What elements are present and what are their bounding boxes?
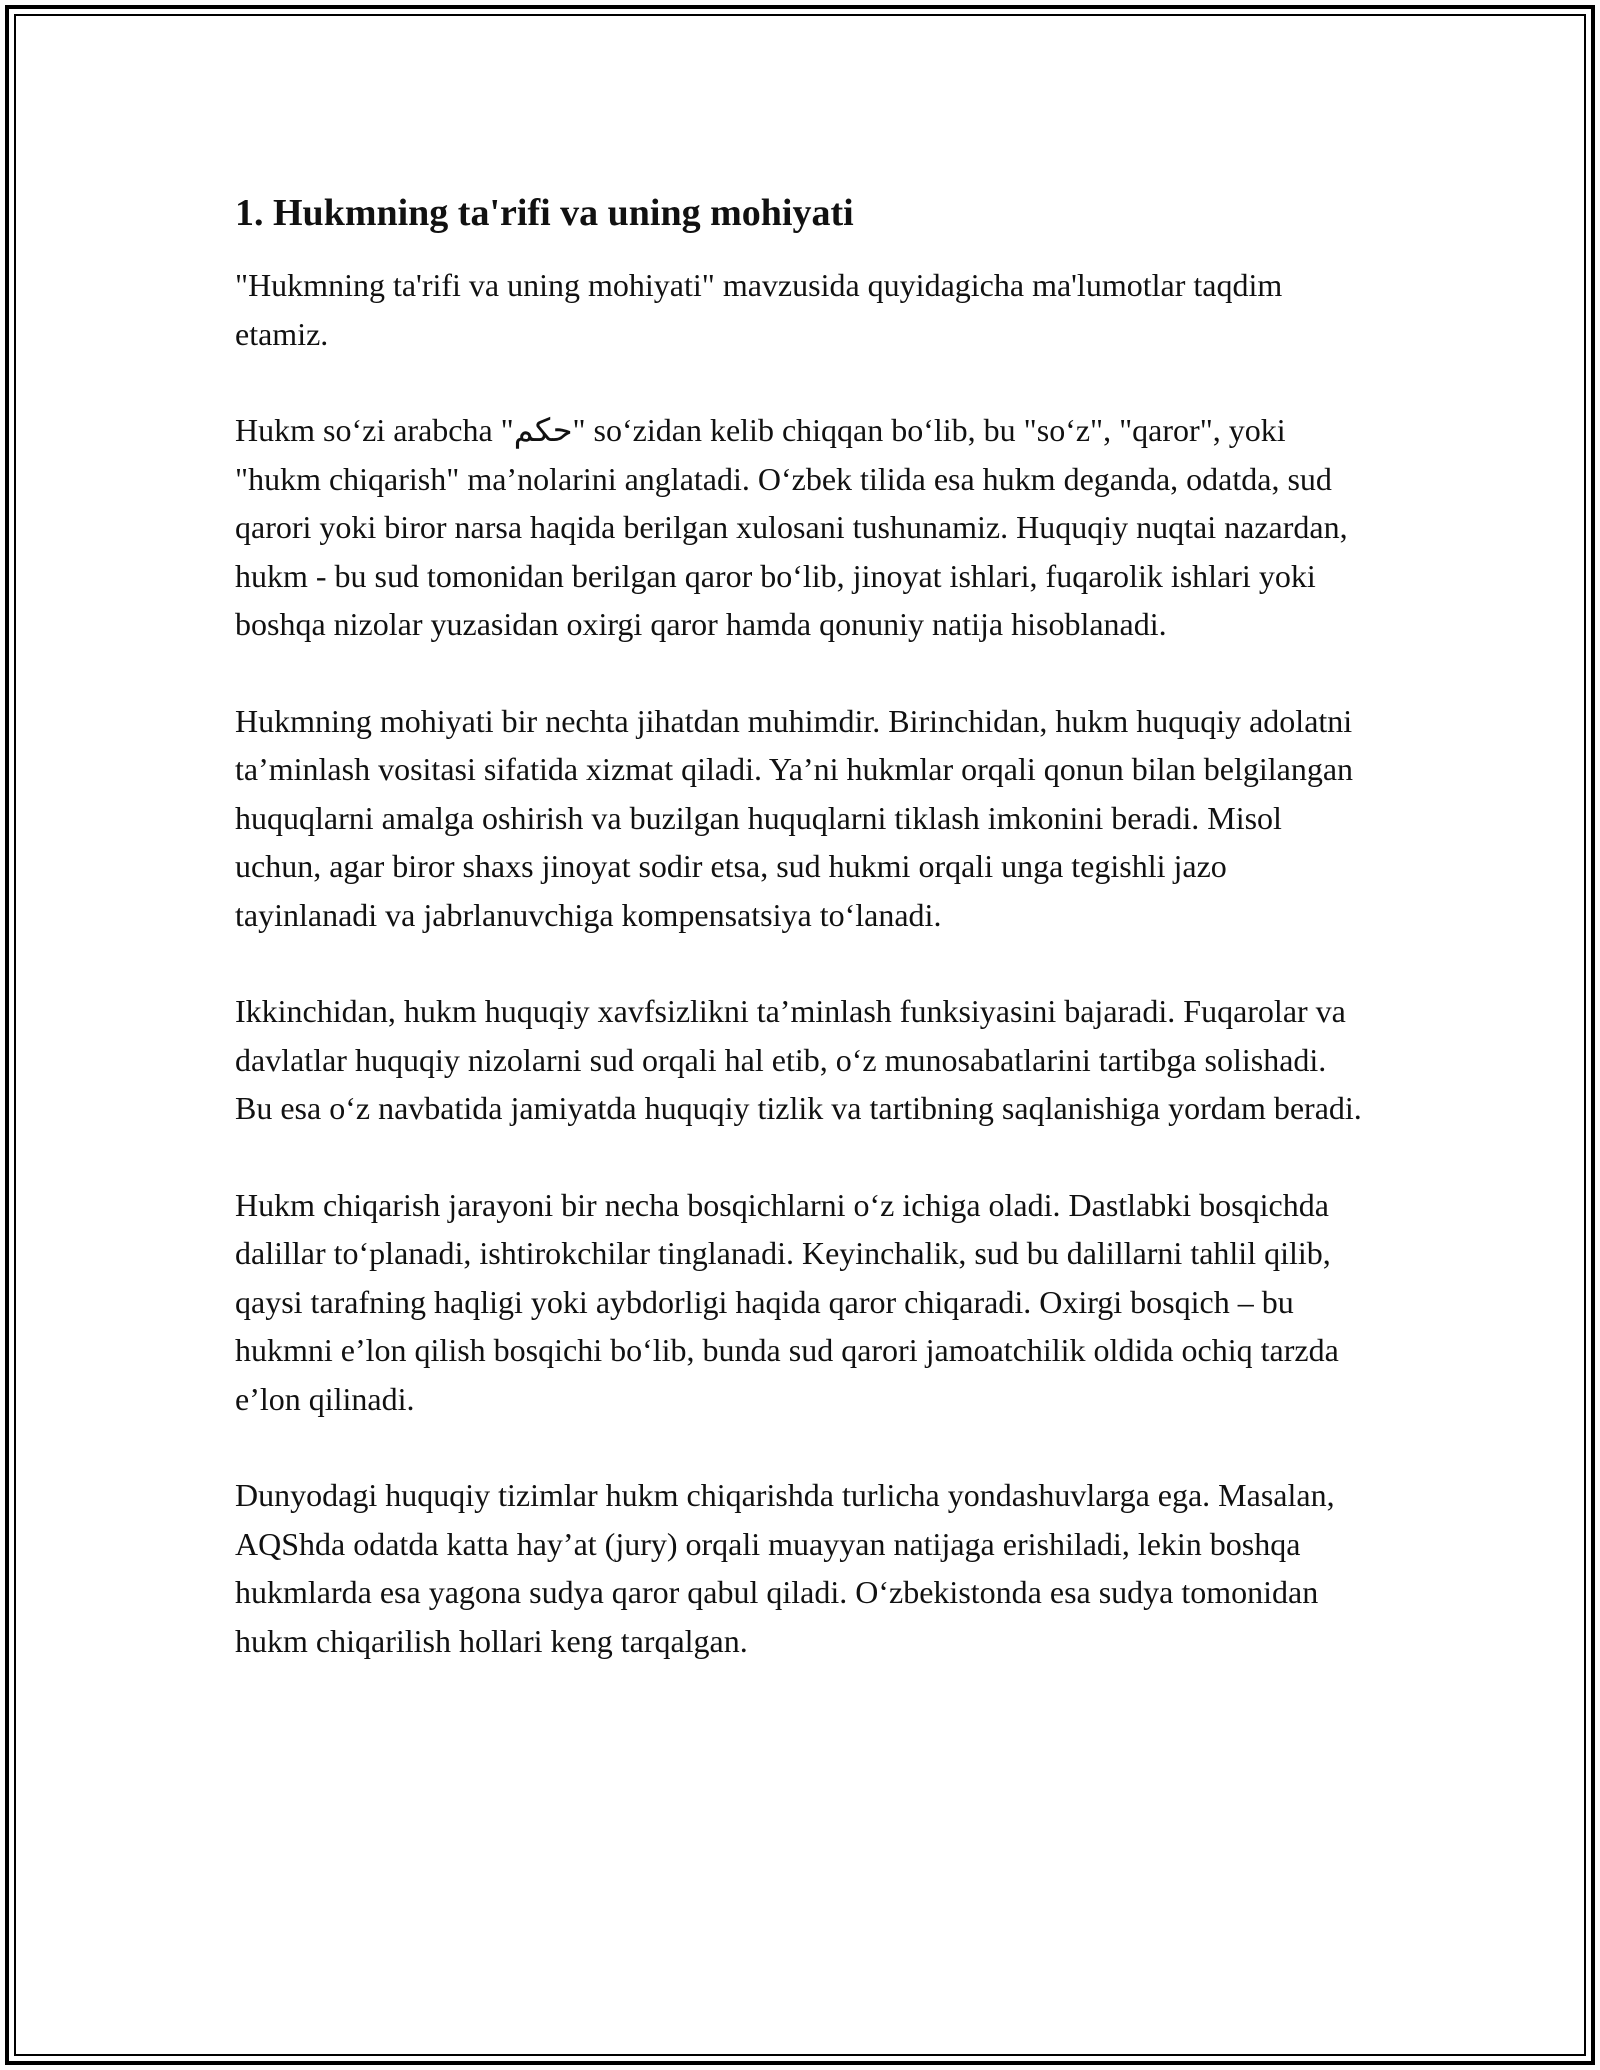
document-body xyxy=(235,185,1370,1713)
paragraph-essence: Hukmning mohiyati bir nechta jihatdan muhimdir. Birinchidan, hukm huquqiy adolatni ta’minlash vositasi sifatida xizmat qiladi. Ya’ni hukmlar orqali qonun bilan belgilangan huquqlarni amalga oshirish va buzilgan huquqlarni tiklash imkonini beradi. Misol uchun, agar biror shaxs jinoyat sodir etsa, sud hukmi orqali unga tegishli jazo tayinlanadi va jabrlanuvchiga kompensatsiya to‘lanadi. xyxy=(235,702,1354,933)
paragraph-process: Hukm chiqarish jarayoni bir necha bosqichlarni o‘z ichiga oladi. Dastlabki bosqichda dalillar to‘planadi, ishtirokchilar tinglanadi. Keyinchalik, sud bu dalillarni tahlil qilib, qaysi tarafning haqligi yoki aybdorligi haqida qaror chiqaradi. Oxirgi bosqich – bu hukmni e’lon qilish bosqichi bo‘lib, bunda sud qarori jamoatchilik oldida ochiq tarzda e’lon qilinadi. xyxy=(235,1186,1339,1417)
paragraph-security: Ikkinchidan, hukm huquqiy xavfsizlikni ta’minlash funksiyasini bajaradi. Fuqarolar va davlatlar huquqiy nizolarni sud orqali hal etib, o‘z munosabatlarini tartibga solishadi. Bu esa o‘z navbatida jamiyatda huquqiy tizlik va tartibning saqlanishiga yordam beradi. xyxy=(235,993,1362,1126)
paragraph-world-systems: Dunyodagi huquqiy tizimlar hukm chiqarishda turlicha yondashuvlarga ega. Masalan, AQShda odatda katta hay’at (jury) orqali muayyan natijaga erishiladi, lekin boshqa hukmlarda esa yagona sudya qaror qabul qiladi. O‘zbekistonda esa sudya tomonidan hukm chiqarilish hollari keng tarqalgan. xyxy=(235,1477,1335,1659)
paragraph-definition: Hukm so‘zi arabcha "حكم" so‘zidan kelib chiqqan bo‘lib, bu "so‘z", "qaror", yoki "hukm chiqarish" ma’nolarini anglatadi. O‘zbek tilida esa hukm deganda, odatda, sud qarori yoki biror narsa haqida berilgan xulosani tushunamiz. Huquqiy nuqtai nazardan, hukm - bu sud tomonidan berilgan qaror bo‘lib, jinoyat ishlari, fuqarolik ishlari yoki boshqa nizolar yuzasidan oxirgi qaror hamda qonuniy natija hisoblanadi. xyxy=(235,412,1348,642)
section-heading: 1. Hukmning ta'rifi va uning mohiyati xyxy=(235,192,854,234)
paragraph-intro: "Hukmning ta'rifi va uning mohiyati" mavzusida quyidagicha ma'lumotlar taqdim etamiz. xyxy=(235,267,1283,352)
